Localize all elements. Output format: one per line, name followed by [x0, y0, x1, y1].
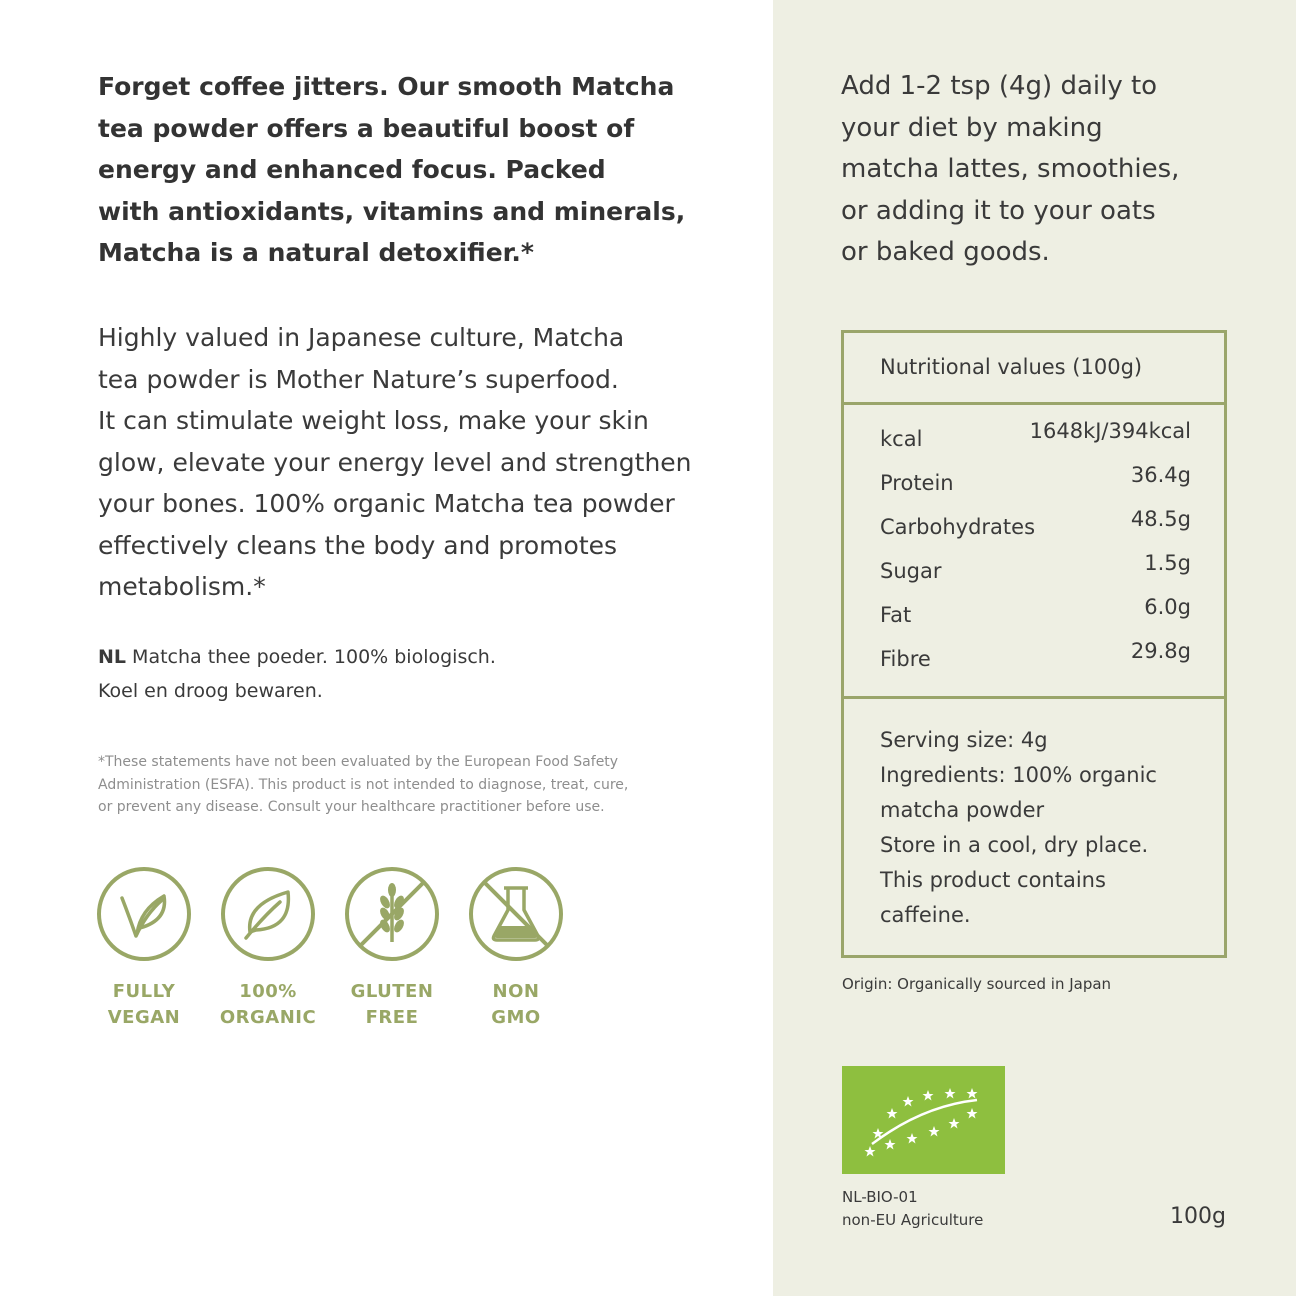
nutrient-value: 6.0g: [1144, 595, 1191, 619]
badge-label: FREE: [365, 1007, 419, 1028]
origin-text: Origin: Organically sourced in Japan: [842, 975, 1112, 993]
badge-label: VEGAN: [107, 1007, 181, 1028]
nutrition-row-sugar: [880, 551, 1191, 599]
nutrient-label: kcal: [880, 427, 923, 451]
intro-paragraph: [98, 66, 718, 274]
gluten-free-wheat-icon: [344, 866, 440, 962]
info-line: caffeine.: [880, 903, 971, 927]
non-gmo-flask-icon: [468, 866, 564, 962]
info-line: Store in a cool, dry place.: [880, 833, 1149, 857]
eu-organic-stars-icon: [842, 1066, 1005, 1174]
description-line: effectively cleans the body and promotes: [98, 530, 618, 560]
description-line: glow, elevate your energy level and strengthen: [98, 447, 692, 477]
usage-instructions: [841, 66, 1241, 274]
nutrient-value: 48.5g: [1130, 507, 1191, 531]
nutrition-row-kcal: [880, 419, 1191, 467]
description-paragraph: [98, 317, 738, 608]
badge-label: GLUTEN: [350, 981, 434, 1002]
badge-100-organic: [218, 866, 318, 1031]
nutrition-table: [841, 330, 1227, 958]
usage-line: or adding it to your oats: [841, 195, 1156, 226]
nutrient-value: 1.5g: [1144, 551, 1191, 575]
intro-line: Matcha is a natural detoxifier.*: [98, 238, 534, 267]
badge-label: 100%: [239, 981, 297, 1002]
nutrient-value: 36.4g: [1130, 463, 1191, 487]
badge-fully-vegan: [94, 866, 194, 1031]
usage-line: your diet by making: [841, 112, 1103, 143]
badge-gluten-free: [342, 866, 442, 1031]
dutch-line: Matcha thee poeder. 100% biologisch.: [126, 646, 496, 668]
usage-line: Add 1-2 tsp (4g) daily to: [841, 71, 1158, 101]
description-line: tea powder is Mother Nature’s superfood.: [98, 364, 619, 394]
intro-line: with antioxidants, vitamins and minerals,: [98, 196, 686, 226]
info-line: Serving size: 4g: [880, 728, 1048, 752]
description-line: It can stimulate weight loss, make your skin: [98, 406, 649, 435]
net-weight: 100g: [1170, 1204, 1226, 1229]
nutrient-label: Carbohydrates: [880, 515, 1036, 539]
badge-label: FULLY: [112, 981, 176, 1002]
usage-line: or baked goods.: [841, 237, 1050, 267]
eu-organic-leaf-logo: [842, 1066, 1005, 1174]
disclaimer-line: Administration (ESFA). This product is not intended to diagnose, treat, cure,: [98, 776, 629, 793]
nutrient-label: Fat: [880, 603, 912, 627]
badge-label: NON: [492, 981, 540, 1002]
certification-code: [842, 1186, 983, 1232]
intro-line: tea powder offers a beautiful boost of: [98, 113, 635, 143]
vegan-leaf-icon: [96, 866, 192, 962]
nutrient-value: 1648kJ/394kcal: [1029, 419, 1191, 443]
badge-label: GMO: [491, 1007, 541, 1028]
nutrient-label: Sugar: [880, 559, 942, 583]
badge-label: ORGANIC: [219, 1007, 317, 1028]
nutrition-rows: [844, 405, 1224, 699]
usage-line: matcha lattes, smoothies,: [841, 154, 1180, 184]
info-line: Ingredients: 100% organic: [880, 763, 1157, 787]
dutch-description: [98, 640, 718, 708]
nutrition-row-fat: [880, 595, 1191, 643]
nutrition-header: Nutritional values (100g): [844, 333, 1224, 405]
cert-code-line: NL-BIO-01: [842, 1188, 918, 1206]
intro-line: Forget coffee jitters. Our smooth Matcha: [98, 72, 675, 101]
nutrition-row-fibre: [880, 639, 1191, 687]
nutrient-value: 29.8g: [1130, 639, 1191, 663]
info-line: matcha powder: [880, 798, 1045, 822]
nutrient-label: Fibre: [880, 647, 931, 671]
nutrient-label: Protein: [880, 471, 954, 495]
intro-line: energy and enhanced focus. Packed: [98, 155, 606, 184]
nutrition-row-protein: [880, 463, 1191, 511]
language-code: NL: [98, 646, 127, 668]
disclaimer: [98, 751, 738, 819]
info-line: This product contains: [880, 868, 1106, 892]
agriculture-line: non-EU Agriculture: [842, 1211, 984, 1229]
badge-non-gmo: [466, 866, 566, 1031]
disclaimer-line: or prevent any disease. Consult your healthcare practitioner before use.: [98, 799, 605, 815]
dutch-line: Koel en droog bewaren.: [98, 680, 323, 702]
description-line: Highly valued in Japanese culture, Matcha: [98, 323, 625, 352]
organic-leaf-icon: [220, 866, 316, 962]
disclaimer-line: *These statements have not been evaluated by the European Food Safety: [98, 754, 619, 770]
product-info: [844, 699, 1224, 933]
description-line: metabolism.*: [98, 572, 266, 601]
description-line: your bones. 100% organic Matcha tea powder: [98, 489, 675, 518]
nutrition-row-carbohydrates: [880, 507, 1191, 555]
